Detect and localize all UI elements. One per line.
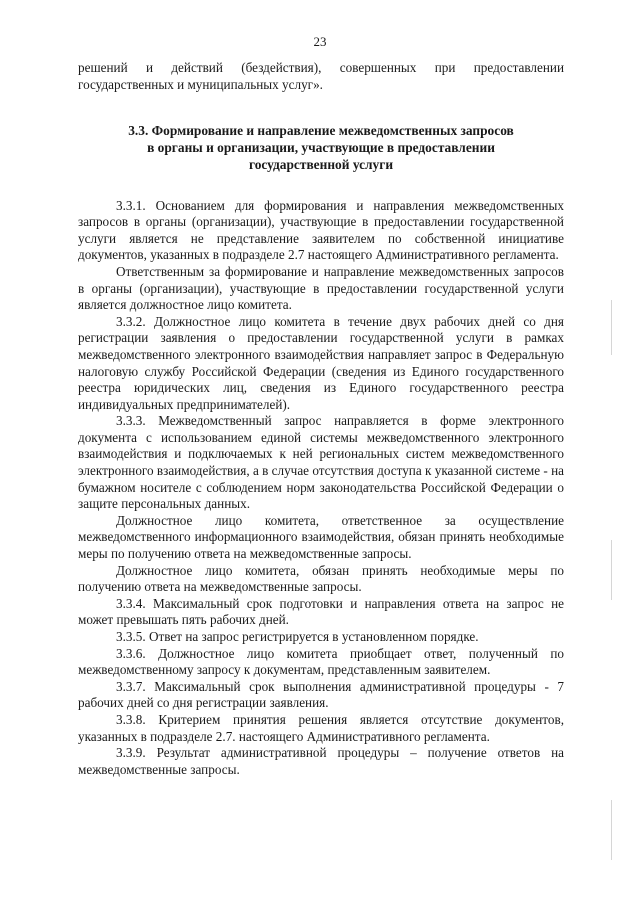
section-title-line1: 3.3. Формирование и направление межведомственных запросов [128,123,514,139]
page-number: 23 [313,34,327,49]
paragraph-3-3-8: 3.3.8. Критерием принятия решения является отсутствие документов, указанных в подразделе 2.7. настоящего Административного регламента. [78,711,564,744]
paragraph-responsible: Ответственным за формирование и направление межведомственных запросов в органы (организации), участвующие в предоставлении государственной услуги является должностное лицо комитета. [78,263,564,313]
section-title [78,123,564,173]
paragraph-3-3-2: 3.3.2. Должностное лицо комитета в течение двух рабочих дней со дня регистрации заявления о предоставлении государственной услуги в рамках межведомственного электронного взаимодействия направляет запрос в Федеральную налоговую службу Российской Федерации (сведения из Единого государственного реестра юридических лиц, сведения из Единого государственного реестра индивидуальных предпринимателей). [78,313,564,412]
paragraph-official-measures: Должностное лицо комитета, обязан принять необходимые меры по получению ответа на межведомственные запросы. [78,562,564,595]
section-title-line3: государственной услуги [248,156,394,172]
paragraph-3-3-6: 3.3.6. Должностное лицо комитета приобщает ответ, полученный по межведомственному запросу к документам, представленным заявителем. [78,645,564,678]
intro-continuation: решений и действий (бездействия), совершенных при предоставлении государственных и муниципальных услуг». [78,60,564,92]
paragraph-3-3-4: 3.3.4. Максимальный срок подготовки и направления ответа на запрос не может превышать пять рабочих дней. [78,595,564,628]
paragraph-official-interaction: Должностное лицо комитета, ответственное за осуществление межведомственного информационного взаимодействия, обязан принять необходимые меры по получению ответа на межведомственные запросы. [78,512,564,562]
section-title-line2: в органы и организации, участвующие в предоставлении [147,139,495,155]
paragraph-3-3-5: 3.3.5. Ответ на запрос регистрируется в установленном порядке. [116,629,479,645]
scan-margin-mark [611,800,612,860]
document-body [78,60,564,778]
scan-margin-mark [611,540,612,600]
paragraph-3-3-9: 3.3.9. Результат административной процедуры – получение ответов на межведомственные запросы. [78,745,564,777]
paragraph-3-3-3: 3.3.3. Межведомственный запрос направляется в форме электронного документа с использованием единой системы межведомственного электронного взаимодействия и подключаемых к ней региональных систем межведомственного электронного взаимодействия, а в случае отсутствия доступа к указанной системе - на бумажном носителе с соблюдением норм законодательства Российской Федерации о защите персональных данных. [78,413,564,512]
paragraph-3-3-1: 3.3.1. Основанием для формирования и направления межведомственных запросов в органы (организации), участвующие в предоставлении государственной услуги является не представление заявителем по собственной инициативе документов, указанных в подразделе 2.7 настоящего Административного регламента. [78,197,564,263]
paragraph-3-3-7: 3.3.7. Максимальный срок выполнения административной процедуры - 7 рабочих дней со дня регистрации заявления. [78,678,564,711]
scan-margin-mark [611,300,612,355]
